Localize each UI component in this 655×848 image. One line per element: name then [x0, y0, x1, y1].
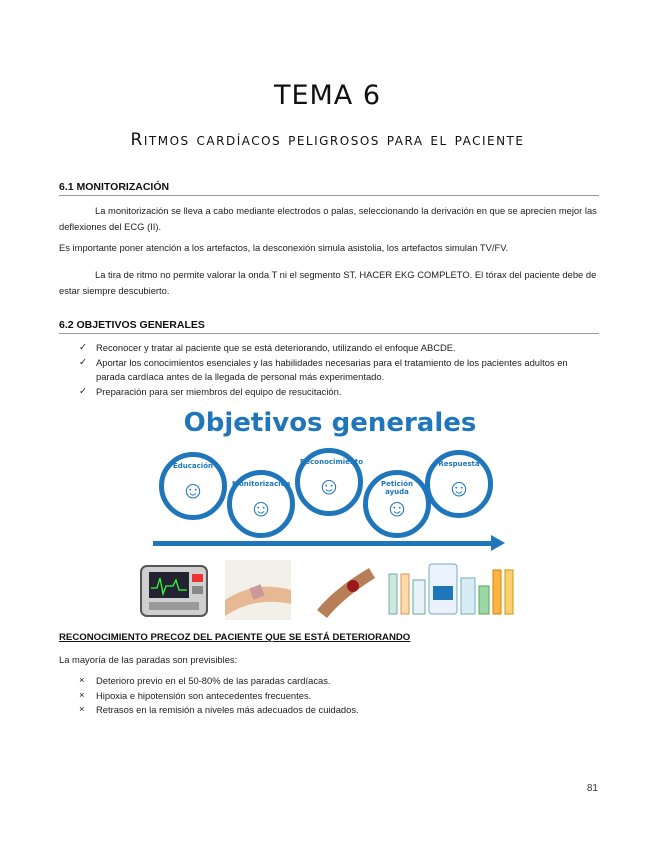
step-respuesta: Respuesta ☺: [425, 450, 493, 518]
x-mark-icon: ×: [79, 689, 85, 701]
medication-vials-image: [387, 560, 523, 620]
list-item: ✓ Reconocer y tratar al paciente que se está deteriorando, utilizando el enfoque ABCDE.: [77, 341, 577, 356]
paragraph: Es importante poner atención a los artefactos, la desconexión simula asistolia, los artefactos simulan TV/FV.: [59, 242, 509, 253]
step-monitorizacion: Monitorización ☺: [227, 470, 295, 538]
infographic-title: Objetivos generales: [183, 408, 477, 438]
section-divider: [59, 333, 599, 334]
step-reconocimiento: Reconocimiento ☺: [295, 448, 363, 516]
paragraph: La tira de ritmo no permite valorar la onda T ni el segmento ST. HACER EKG COMPLETO. El tórax del paciente debe de estar siempre descubierto.: [59, 269, 597, 296]
objectives-infographic: [137, 408, 523, 620]
defibrillator-image: [137, 560, 213, 620]
page-title: TEMA 6: [273, 80, 382, 111]
hand-injury-image: [313, 560, 377, 620]
alert-person-icon: ☺: [316, 473, 342, 500]
list-item: ✓ Preparación para ser miembros del equipo de resucitación.: [77, 385, 577, 400]
paragraph: La mayoría de las paradas son previsibles:: [59, 654, 238, 665]
page-subtitle: Ritmos cardíacos peligrosos para el paciente: [130, 130, 525, 150]
step-educacion: Educación ☺: [159, 452, 227, 520]
section-heading-reconocimiento: RECONOCIMIENTO PRECOZ DEL PACIENTE QUE SE ESTÁ DETERIORANDO: [59, 632, 411, 643]
step-peticion-ayuda: Petición ayuda ☺: [363, 470, 431, 538]
section-heading-monitorizacion: 6.1 MONITORIZACIÓN: [59, 181, 170, 193]
timeline-arrow: [153, 541, 493, 546]
arrow-head-icon: [491, 535, 505, 551]
check-icon: ✓: [79, 342, 87, 353]
check-icon: ✓: [79, 356, 87, 368]
reading-person-icon: ☺: [180, 477, 206, 504]
x-mark-icon: ×: [79, 704, 85, 716]
list-item: × Hipoxia e hipotensión son antecedentes frecuentes.: [77, 689, 577, 704]
patient-arm-image: [225, 560, 291, 620]
team-response-icon: ☺: [446, 475, 472, 502]
paragraph: La monitorización se lleva a cabo mediante electrodos o palas, seleccionando la derivación en que se aprecien mejor las deflexiones del ECG (II).: [59, 205, 597, 232]
list-item: ✓ Aportar los conocimientos esenciales y las habilidades necesarias para el tratamiento de los pacientes adultos en parada cardíaca antes de la llegada de personal más experimentado.: [79, 356, 568, 383]
page-number: 81: [586, 783, 598, 794]
x-mark-icon: ×: [79, 675, 85, 686]
section-divider: [59, 195, 599, 196]
phone-person-icon: ☺: [384, 495, 410, 522]
list-item: × Retrasos en la remisión a niveles más adecuados de cuidados.: [77, 703, 577, 718]
section-heading-objetivos: 6.2 OBJETIVOS GENERALES: [59, 319, 205, 331]
check-icon: ✓: [79, 385, 87, 397]
objectives-list: [77, 341, 577, 399]
risk-factors-list: [77, 674, 577, 718]
list-item: × Deterioro previo en el 50-80% de las paradas cardíacas.: [77, 674, 577, 689]
monitor-person-icon: ☺: [248, 495, 274, 522]
